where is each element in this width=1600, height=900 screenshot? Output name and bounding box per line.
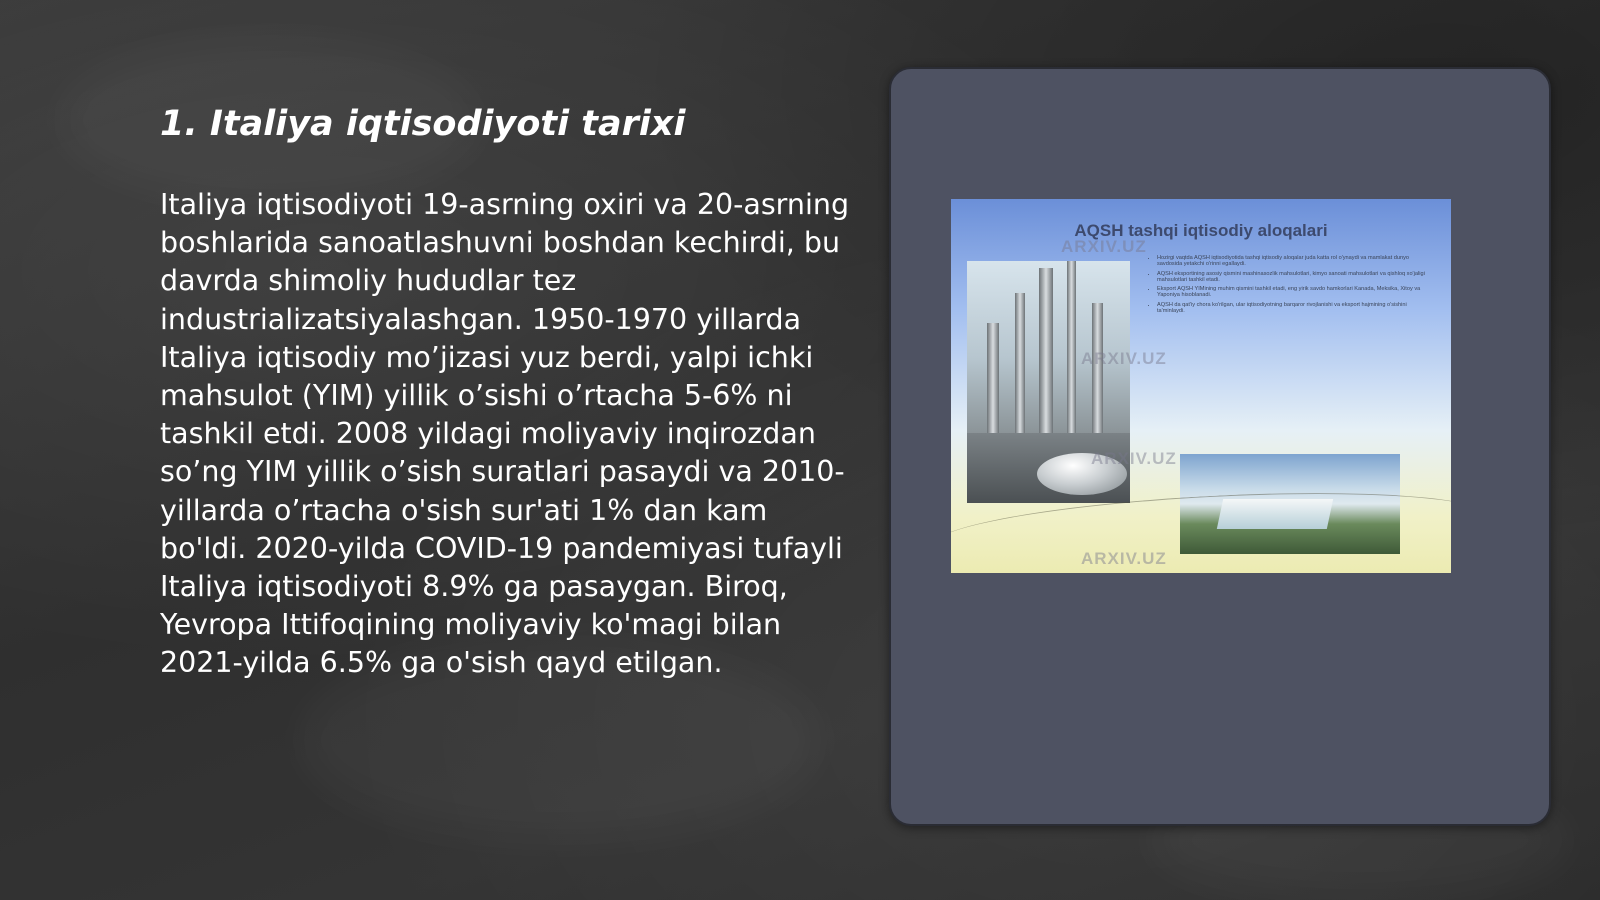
bullet-item: • Hozirgi vaqtda AQSH iqtisodiyotida tashqi iqtisodiy aloqalar juda katta rol o'ynaydi va mamlakat dunyo savdosida yetakchi o'rinni egallaydi. [1157,255,1425,268]
watermark: ARXIV.UZ [1081,349,1167,368]
image-panel [889,67,1551,826]
bullet-item: • AQSH da qat'iy chora ko'rilgan, ular iqtisodiyotning barqaror rivojlanishi va eksport hajmining o'sishini ta'minlaydi. [1157,302,1425,315]
embedded-slide-bullets [1147,255,1425,317]
embedded-slide-title: AQSH tashqi iqtisodiy aloqalari [1074,221,1328,240]
refinery-tower [987,323,999,443]
bullet-item: • AQSH eksportining asosiy qismini mashinasozlik mahsulotlari, kimyo sanoati mahsulotlari va qishloq xo'jaligi mahsulotlari tashkil etadi. [1157,271,1425,284]
watermark: ARXIV.UZ [1091,449,1177,468]
watermark: ARXIV.UZ [1061,237,1147,256]
bullet-item: • Eksport AQSH YIMining muhim qismini tashkil etadi, eng yirik savdo hamkorlari Kanada, Meksika, Xitoy va Yaponiya hisoblanadi. [1157,286,1425,299]
refinery-tower [1067,261,1076,443]
slide-title: 1. Italiya iqtisodiyoti tarixi [160,104,686,144]
slide-body-text: Italiya iqtisodiyoti 19-asrning oxiri va 20-asrning boshlarida sanoatlashuvni boshdan kechirdi, bu davrda shimoliy hududlar tez industrializatsiyalashgan. 1950-1970 yillarda Italiya iqtisodiy mo’jizasi yuz berdi, yalpi ichki mahsulot (YIM) yillik o’sishi o’rtacha 5-6% ni tashkil etdi. 2008 yildagi moliyaviy inqirozdan so’ng YIM yillik o’sish suratlari pasaydi va 2010-yillarda o’rtacha o'sish sur'ati 1% dan kam bo'ldi. 2020-yilda COVID-19 pandemiyasi tufayli Italiya iqtisodiyoti 8.9% ga pasaygan. Biroq, Yevropa Ittifoqining moliyaviy ko'magi bilan 2021-yilda 6.5% ga o'sish qayd etilgan. [160,188,850,680]
refinery-tower [1092,303,1103,443]
refinery-tower [1039,268,1053,443]
refinery-tower [1015,293,1025,443]
watermark: ARXIV.UZ [1081,549,1167,568]
embedded-slide-image [951,199,1451,573]
